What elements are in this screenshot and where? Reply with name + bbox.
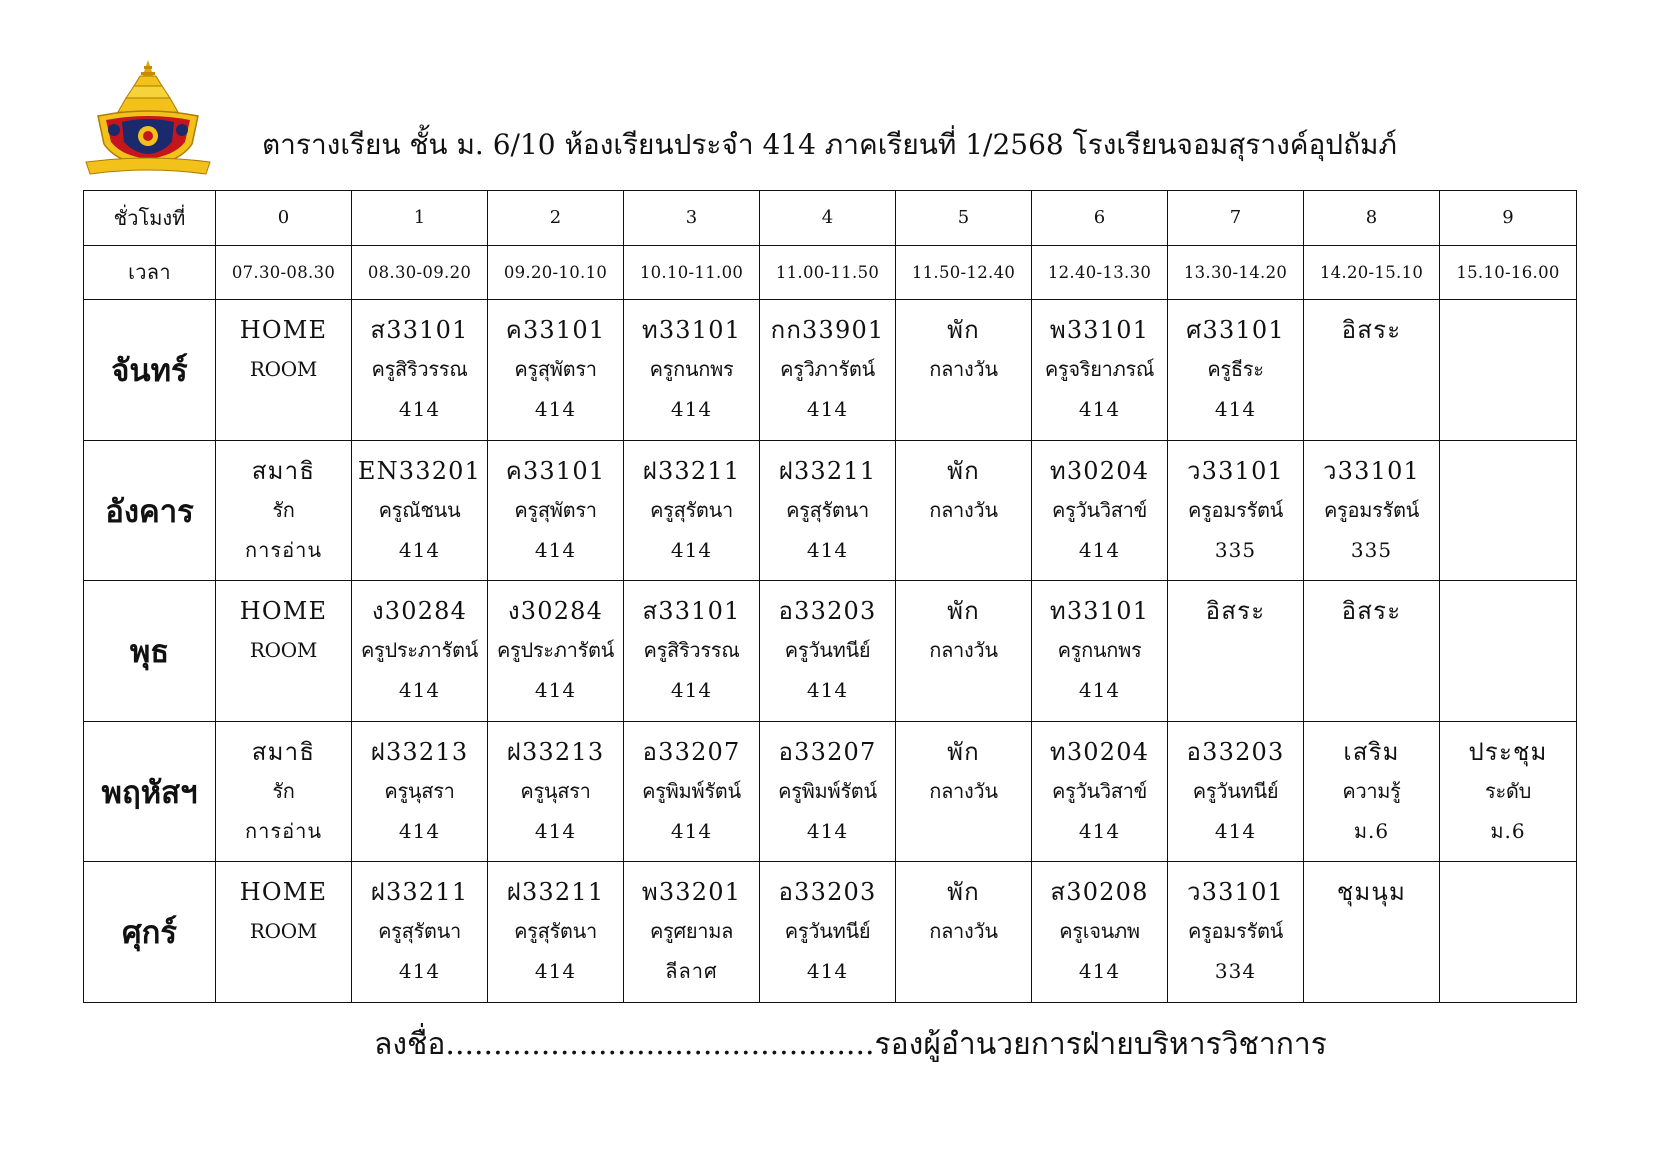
room-number: 414 [1078,959,1121,984]
timetable-cell [488,862,624,1003]
subject-code: กก33901 [770,316,885,345]
teacher-name [1440,490,1576,530]
teacher-name: ROOM [249,919,318,944]
timetable-cell [1440,721,1577,862]
timetable-cell [1032,721,1168,862]
period-number: 2 [488,191,624,246]
room-number: การอ่าน [245,818,322,843]
room-number [896,389,1031,429]
subject-code: EN33201 [357,456,482,485]
subject-code: พ33201 [641,878,742,907]
room-number: 414 [1078,818,1121,843]
subject-code: อ33207 [778,737,877,766]
school-logo [84,58,212,178]
teacher-name: ครูสุพัตรา [514,497,597,522]
period-number: 7 [1168,191,1304,246]
timetable-cell [896,300,1032,441]
timetable-cell [1304,300,1440,441]
room-number [1440,530,1576,570]
teacher-name: ครูสุรัตนา [786,497,869,522]
subject-code: HOME [239,316,328,345]
period-time: 07.30-08.30 [216,245,352,300]
teacher-name [1440,349,1576,389]
teacher-name [1304,911,1439,951]
day-row [84,440,1577,581]
subject-code: พัก [947,737,980,766]
timetable-cell [624,300,760,441]
teacher-name [1440,630,1576,670]
teacher-name: กลางวัน [929,357,998,382]
timetable-cell [624,721,760,862]
teacher-name [1168,630,1303,670]
room-number: 414 [670,818,713,843]
period-label: ชั่วโมงที่ [84,191,216,246]
room-number: ม.6 [1353,818,1390,843]
timetable-cell [1032,300,1168,441]
room-number: 414 [1214,818,1257,843]
room-number: 414 [1078,678,1121,703]
teacher-name: ครูเจนภพ [1059,919,1140,944]
room-number [896,670,1031,710]
room-number: 414 [670,678,713,703]
period-header-row [84,191,1577,246]
timetable-cell [1168,581,1304,722]
teacher-name: รัก [272,778,295,803]
room-number: 335 [1214,537,1257,562]
teacher-name: ครูสุพัตรา [514,357,597,382]
timetable-cell [1032,862,1168,1003]
room-number [216,951,351,991]
teacher-name: ครูสุรัตนา [378,919,461,944]
subject-code: ท33101 [641,316,742,345]
timetable-cell [760,300,896,441]
room-number [1440,951,1576,991]
subject-code [1440,873,1576,911]
teacher-name: ครูพิมพ์รัตน์ [642,778,741,803]
subject-code [1440,311,1576,349]
room-number: 414 [806,397,849,422]
room-number: 414 [1078,397,1121,422]
teacher-name: ครูประภารัตน์ [360,638,479,663]
page-title: ตารางเรียน ชั้น ม. 6/10 ห้องเรียนประจำ 414 ภาคเรียนที่ 1/2568 โรงเรียนจอมสุรางค์อุปถัมภ์ [262,128,1397,161]
timetable-cell [624,440,760,581]
subject-code: อิสระ [1341,316,1402,345]
subject-code: อิสระ [1205,597,1266,626]
day-row [84,721,1577,862]
subject-code: ท30204 [1049,737,1150,766]
teacher-name: ครูศยามล [649,919,734,944]
subject-code: ว33101 [1322,456,1421,485]
timetable-cell [216,440,352,581]
subject-code: ค33101 [505,456,606,485]
timetable-cell [352,300,488,441]
room-number [896,951,1031,991]
period-time: 11.50-12.40 [896,245,1032,300]
timetable-cell [624,581,760,722]
room-number: 414 [398,397,441,422]
subject-code: พัก [947,597,980,626]
teacher-name: ครูนุสรา [384,778,455,803]
room-number: 414 [1078,537,1121,562]
timetable-cell [352,721,488,862]
subject-code: ส30208 [1050,878,1149,907]
room-number: ม.6 [1490,818,1526,843]
period-time: 15.10-16.00 [1440,245,1577,300]
subject-code: พัก [947,878,980,907]
teacher-name: ROOM [249,357,318,382]
day-row [84,300,1577,441]
timetable-cell [760,862,896,1003]
timetable [83,190,1577,1003]
period-time: 14.20-15.10 [1304,245,1440,300]
timetable-cell [352,862,488,1003]
period-time: 09.20-10.10 [488,245,624,300]
teacher-name: รัก [272,497,295,522]
timetable-cell [488,721,624,862]
teacher-name: ครูสิริวรรณ [643,638,740,663]
room-number [896,811,1031,851]
day-row [84,862,1577,1003]
timetable-cell [1032,581,1168,722]
period-number: 3 [624,191,760,246]
room-number: 414 [806,678,849,703]
teacher-name: ครูวันวิสาข์ [1052,778,1147,803]
teacher-name: ครูพิมพ์รัตน์ [778,778,877,803]
subject-code: อ33203 [778,597,877,626]
teacher-name [1304,630,1439,670]
teacher-name: ครูธีระ [1207,357,1264,382]
teacher-name: ครูอมรรัตน์ [1187,919,1284,944]
timetable-cell [1440,581,1577,722]
teacher-name: ครูณัชนน [378,497,461,522]
teacher-name: กลางวัน [929,638,998,663]
teacher-name: ครูประภารัตน์ [496,638,615,663]
timetable-cell [216,581,352,722]
teacher-name: ระดับ [1485,778,1531,803]
timetable-cell [1440,300,1577,441]
room-number [216,670,351,710]
teacher-name [1304,349,1439,389]
room-number: 414 [534,397,577,422]
period-number: 8 [1304,191,1440,246]
teacher-name: ครูจริยาภรณ์ [1044,357,1155,382]
subject-code: HOME [239,878,328,907]
subject-code [1440,452,1576,490]
subject-code: อ33203 [1186,737,1285,766]
room-number: 414 [534,678,577,703]
period-number: 9 [1440,191,1577,246]
teacher-name: ครูกนกพร [1057,638,1142,663]
room-number [1304,670,1439,710]
timetable-cell [760,440,896,581]
timetable-cell [1032,440,1168,581]
timetable-cell [624,862,760,1003]
subject-code: ว33101 [1186,878,1285,907]
room-number: 414 [1214,397,1257,422]
room-number: การอ่าน [245,537,322,562]
period-number: 4 [760,191,896,246]
teacher-name: ครูวันทนีย์ [784,919,871,944]
room-number: 414 [534,959,577,984]
signature-line: ลงชื่อ.............................................รองผู้อำนวยการฝ่ายบริหารวิชาการ [374,1027,1327,1062]
room-number: 414 [534,537,577,562]
timetable-cell [896,862,1032,1003]
subject-code: เสริม [1343,737,1400,766]
period-time: 08.30-09.20 [352,245,488,300]
teacher-name: ครูอมรรัตน์ [1323,497,1420,522]
teacher-name: ครูสุรัตนา [650,497,733,522]
time-label: เวลา [84,245,216,300]
timetable-cell [1168,862,1304,1003]
time-row [84,245,1577,300]
period-time: 11.00-11.50 [760,245,896,300]
timetable-cell [1168,300,1304,441]
timetable-cell [488,581,624,722]
teacher-name: ROOM [249,638,318,663]
teacher-name: ครูสุรัตนา [514,919,597,944]
room-number: 414 [534,818,577,843]
room-number: 414 [670,397,713,422]
subject-code: ว33101 [1186,456,1285,485]
subject-code: ท33101 [1049,597,1150,626]
period-time: 10.10-11.00 [624,245,760,300]
teacher-name: ครูสิริวรรณ [371,357,468,382]
subject-code: ประชุม [1468,737,1548,766]
subject-code: พ33101 [1049,316,1150,345]
subject-code: ง30284 [507,597,604,626]
timetable-cell [1440,440,1577,581]
timetable-cell [760,721,896,862]
room-number: 335 [1350,537,1393,562]
subject-code: ส33101 [370,316,469,345]
room-number: 414 [398,959,441,984]
subject-code: ค33101 [505,316,606,345]
teacher-name: กลางวัน [929,497,998,522]
subject-code: HOME [239,597,328,626]
room-number [1440,670,1576,710]
room-number: ลีลาศ [665,959,718,984]
timetable-cell [1304,721,1440,862]
subject-code: ฝ33211 [370,878,469,907]
teacher-name: ครูวันวิสาข์ [1052,497,1147,522]
room-number [1304,951,1439,991]
timetable-cell [1304,440,1440,581]
subject-code: สมาธิ [251,737,316,766]
room-number: 414 [398,678,441,703]
period-number: 0 [216,191,352,246]
timetable-cell [216,862,352,1003]
teacher-name: ความรู้ [1342,778,1401,803]
school-crest-icon [84,58,212,178]
timetable-cell [896,721,1032,862]
timetable-cell [352,581,488,722]
timetable-cell [352,440,488,581]
subject-code: ชุมนุม [1336,878,1407,907]
day-name: พฤหัสฯ [84,721,216,862]
teacher-name [1440,911,1576,951]
period-time: 12.40-13.30 [1032,245,1168,300]
room-number [1440,389,1576,429]
timetable-cell [896,581,1032,722]
teacher-name: ครูกนกพร [649,357,734,382]
subject-code: ท30204 [1049,456,1150,485]
room-number: 414 [806,959,849,984]
room-number: 414 [670,537,713,562]
subject-code: ง30284 [371,597,468,626]
period-number: 6 [1032,191,1168,246]
teacher-name: ครูวันทนีย์ [784,638,871,663]
subject-code: พัก [947,456,980,485]
room-number [1304,389,1439,429]
timetable-cell [1168,721,1304,862]
subject-code: ฝ33213 [506,737,605,766]
subject-code: ฝ33211 [642,456,741,485]
period-number: 1 [352,191,488,246]
room-number: 414 [398,818,441,843]
teacher-name: ครูวันทนีย์ [1192,778,1279,803]
room-number: 414 [398,537,441,562]
timetable-cell [1304,581,1440,722]
subject-code: อ33207 [642,737,741,766]
subject-code: ส33101 [642,597,741,626]
day-name: ศุกร์ [84,862,216,1003]
room-number [1168,670,1303,710]
timetable-cell [488,440,624,581]
subject-code: ฝ33211 [778,456,877,485]
timetable-cell [1440,862,1577,1003]
subject-code: อิสระ [1341,597,1402,626]
timetable-cell [1168,440,1304,581]
timetable-cell [760,581,896,722]
subject-code: ฝ33211 [506,878,605,907]
day-name: อังคาร [84,440,216,581]
teacher-name: ครูวิภารัตน์ [780,357,875,382]
room-number: 334 [1214,959,1257,984]
timetable-cell [1304,862,1440,1003]
room-number: 414 [806,537,849,562]
subject-code: ศ33101 [1186,316,1285,345]
subject-code: พัก [947,316,980,345]
teacher-name: กลางวัน [929,778,998,803]
timetable-cell [216,300,352,441]
timetable-cell [216,721,352,862]
room-number: 414 [806,818,849,843]
subject-code: อ33203 [778,878,877,907]
period-time: 13.30-14.20 [1168,245,1304,300]
room-number [896,530,1031,570]
teacher-name: ครูอมรรัตน์ [1187,497,1284,522]
timetable-cell [896,440,1032,581]
teacher-name: ครูนุสรา [520,778,591,803]
day-name: จันทร์ [84,300,216,441]
subject-code: สมาธิ [251,456,316,485]
day-name: พุธ [84,581,216,722]
room-number [216,389,351,429]
timetable-cell [488,300,624,441]
subject-code: ฝ33213 [370,737,469,766]
period-number: 5 [896,191,1032,246]
subject-code [1440,592,1576,630]
day-row [84,581,1577,722]
teacher-name: กลางวัน [929,919,998,944]
